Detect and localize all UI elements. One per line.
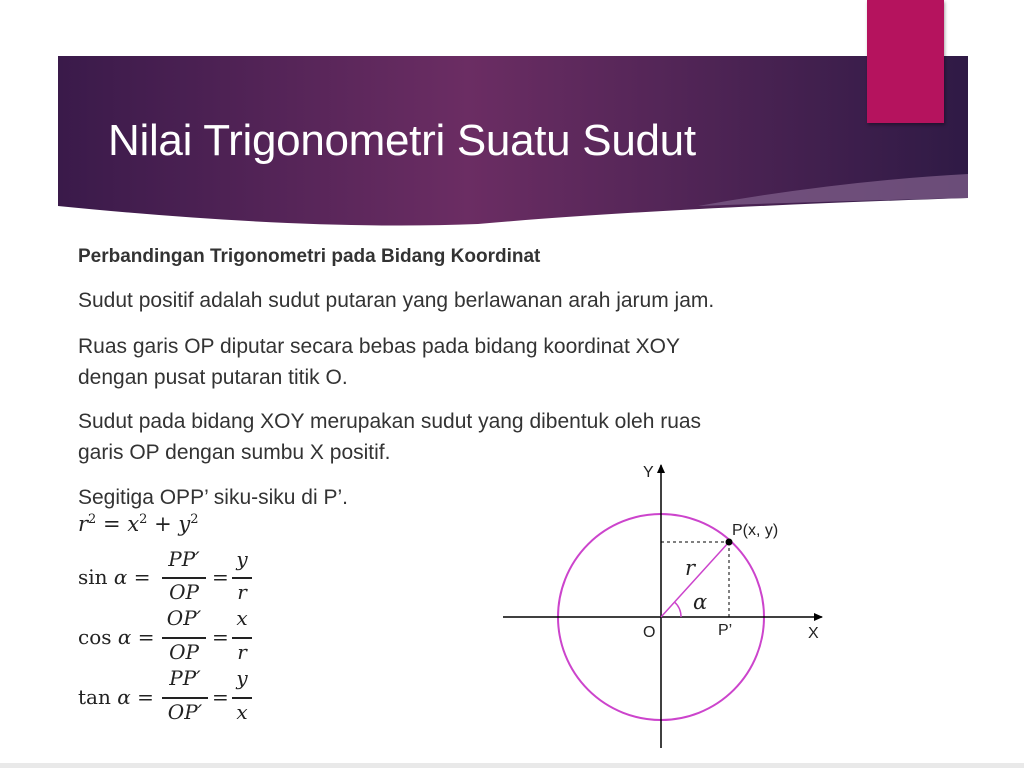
pythag-eq: = (103, 512, 121, 536)
sin-den1: OP (169, 580, 199, 604)
pythag-r: r (78, 512, 89, 536)
pythag-exp-y: 2 (190, 512, 199, 527)
slide-title: Nilai Trigonometri Suatu Sudut (108, 116, 696, 165)
accent-block (867, 0, 944, 123)
tan-num2: y (236, 666, 248, 690)
tan-bar2 (232, 697, 252, 699)
paragraph-triangle: Segitiga OPP’ siku-siku di P’. (78, 486, 348, 509)
sin-var: α (113, 565, 128, 589)
unit-circle-diagram (500, 462, 830, 752)
paragraph-rotation-line1: Ruas garis OP diputar secara bebas pada bidang koordinat XOY (78, 335, 680, 358)
sin-bar2 (232, 577, 252, 579)
pythag-exp-x: 2 (139, 512, 148, 527)
radius-label: r (685, 556, 696, 580)
paragraph-angle-line1: Sudut pada bidang XOY merupakan sudut yang dibentuk oleh ruas (78, 410, 702, 433)
section-subtitle: Perbandingan Trigonometri pada Bidang Koordinat (78, 246, 541, 267)
paragraph-rotation-line2: dengan pusat putaran titik O. (78, 366, 348, 389)
sin-fn: sin (78, 565, 108, 589)
formula-pythagoras (78, 512, 199, 536)
x-axis-label: X (808, 625, 819, 642)
point-pprime-label: P’ (718, 622, 733, 639)
paragraph-angle-line2: garis OP dengan sumbu X positif. (78, 441, 391, 464)
pythag-y: y (178, 512, 191, 536)
cos-num1: OP′ (166, 606, 202, 630)
tan-num1: PP′ (169, 666, 201, 690)
origin-label: O (643, 624, 656, 641)
pythag-x: x (127, 512, 140, 536)
pythag-exp-r: 2 (88, 512, 97, 527)
cos-var: α (117, 625, 132, 649)
point-p-label: P(x, y) (732, 522, 779, 539)
tan-den1: OP′ (167, 700, 203, 724)
sin-bar1 (162, 577, 206, 579)
cos-bar1 (162, 637, 206, 639)
sin-num1: PP′ (168, 547, 200, 571)
sin-num2: y (236, 547, 248, 571)
tan-bar1 (162, 697, 208, 699)
tan-var: α (117, 685, 131, 709)
cos-num2: x (236, 606, 248, 630)
cos-den1: OP (169, 640, 199, 664)
paragraph-positive-angle: Sudut positif adalah sudut putaran yang berlawanan arah jarum jam. (78, 289, 715, 312)
cos-fn: cos (78, 625, 112, 649)
angle-arc (675, 602, 682, 617)
tan-den2: x (236, 700, 248, 724)
y-axis-label: Y (643, 464, 654, 481)
footer-line (0, 763, 1024, 768)
angle-label: α (693, 590, 708, 614)
sin-den2: r (237, 580, 247, 604)
cos-den2: r (237, 640, 247, 664)
diagram-svg (500, 462, 830, 752)
pythag-plus: + (154, 512, 172, 536)
cos-bar2 (232, 637, 252, 639)
tan-fn: tan (78, 685, 111, 709)
